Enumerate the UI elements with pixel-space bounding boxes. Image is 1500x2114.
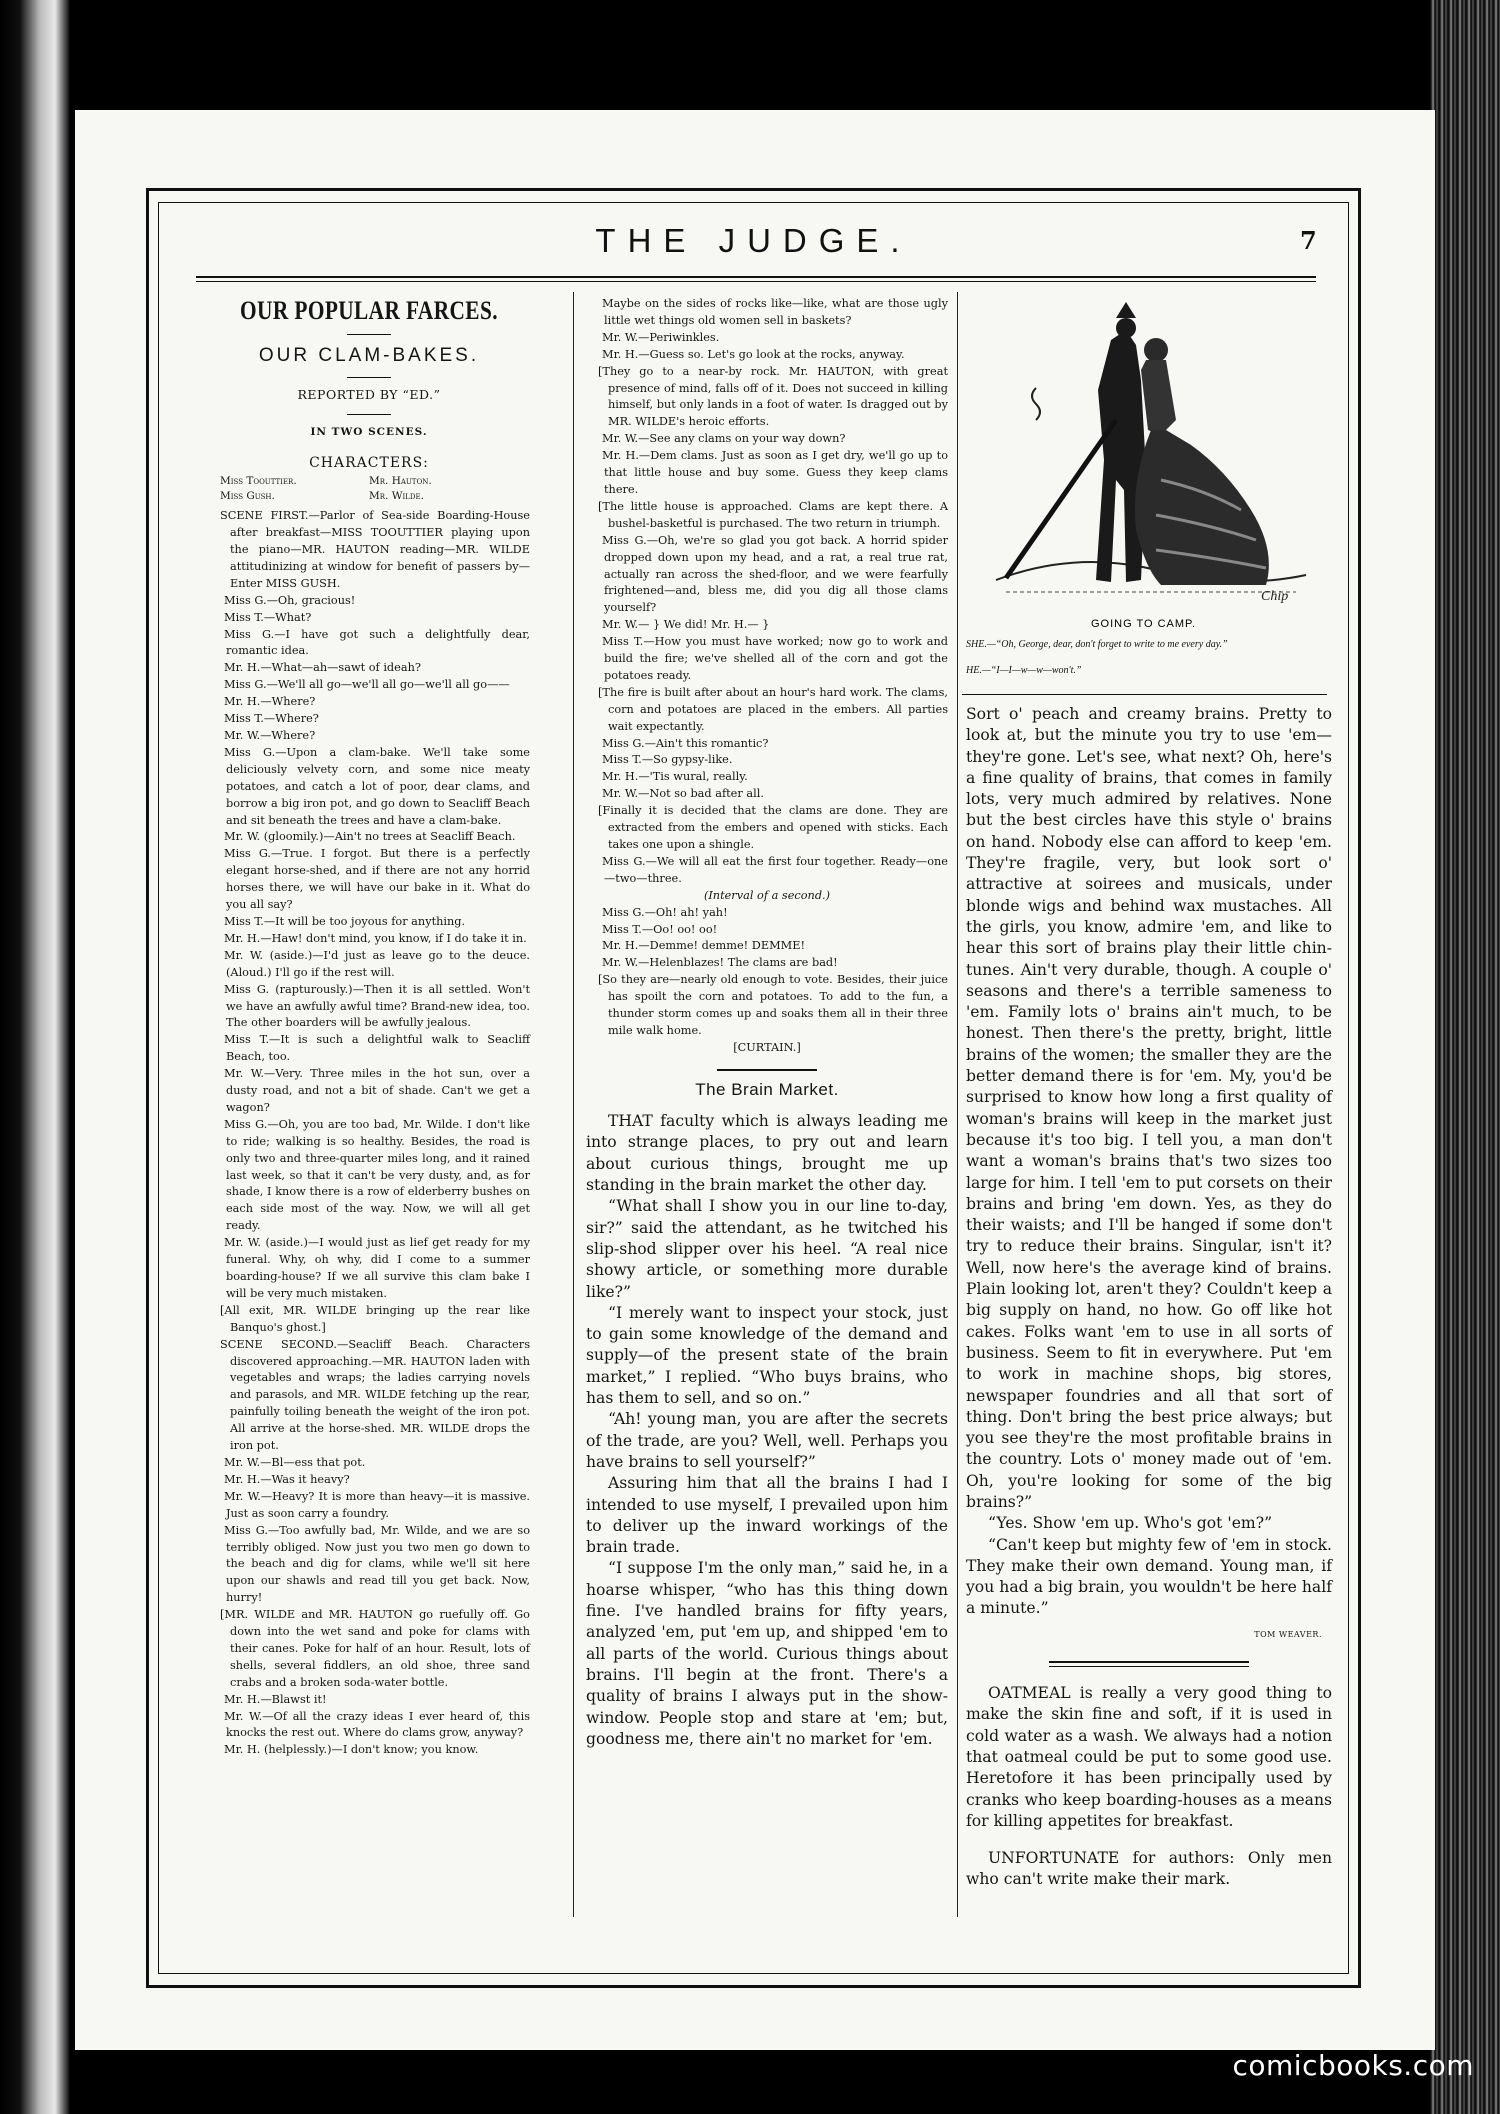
dialogue-line: Mr. W.—See any clams on your way down? bbox=[602, 432, 846, 446]
dialogue-line: Mr. W. (aside.)—I'd just as leave go to the deuce. (Aloud.) I'll go if the rest will. bbox=[224, 948, 530, 979]
brain-paragraph: “I merely want to inspect your stock, just to gain some knowledge of the demand and supply—of the present state of the brain market,” I replied. “Who buys brains, who has them to sell, and so on.” bbox=[586, 1303, 948, 1408]
character-name: Miss Gush. bbox=[220, 490, 275, 503]
character-name: Miss Toouttier. bbox=[220, 475, 297, 488]
brain-market-title: The Brain Market. bbox=[695, 1079, 839, 1099]
column-1 bbox=[208, 296, 530, 1759]
dialogue-line: Mr. H.—Blawst it! bbox=[224, 1692, 327, 1706]
divider-rule bbox=[717, 1069, 817, 1071]
dialogue-line: Miss G.—Oh, you are too bad, Mr. Wilde. I don't like to ride; walking is so healthy. Besides, the road is only two and three-quarter miles long, and it rained last week, so that it can't be very dusty, and, as for shade, I know there is a row of elderberry bushes on each side most of the way. Now, we will all get ready. bbox=[224, 1117, 530, 1233]
brain-paragraph: “Ah! young man, you are after the secrets of the trade, are you? Well, well. Perhaps you have brains to sell yourself?” bbox=[586, 1410, 948, 1471]
dialogue-line: Mr. H.—Was it heavy? bbox=[224, 1472, 350, 1486]
dialogue-line: [All exit, MR. WILDE bringing up the rear like Banquo's ghost.] bbox=[220, 1303, 530, 1334]
section-rule bbox=[962, 694, 1327, 695]
brain-paragraph: “Yes. Show 'em up. Who's got 'em?” bbox=[988, 1514, 1273, 1533]
dialogue-line: Mr. W. (aside.)—I would just as lief get ready for my funeral. Why, oh why, did I come to a summer boarding-house? If we all survive this clam bake I will be very much mistaken. bbox=[224, 1236, 530, 1300]
cartoon-she-line: SHE.—“Oh, George, dear, don't forget to write to me every day.” bbox=[966, 639, 1228, 650]
ornament-divider bbox=[1049, 1661, 1249, 1667]
dialogue-line: SCENE FIRST.—Parlor of Sea-side Boarding-House after breakfast—MISS TOOUTTIER playing upon the piano—MR. HAUTON reading—MR. WILDE attitudinizing at window for benefit of passers by—Enter MISS GUSH. bbox=[220, 509, 530, 590]
dialogue-line: Maybe on the sides of rocks like—like, what are those ugly little wet things old women sell in baskets? bbox=[602, 297, 948, 327]
character-name: Mr. Wilde. bbox=[369, 490, 424, 503]
dialogue-line: Miss G.—Too awfully bad, Mr. Wilde, and we are so terribly obliged. Now just you two men go down to the beach and dig for clams, while we'll sit here upon our shawls and read till you get back. Now, hurry! bbox=[224, 1523, 530, 1605]
column-rule-1 bbox=[573, 292, 574, 1917]
brain-market-author: TOM WEAVER. bbox=[1254, 1629, 1322, 1639]
character-name: Mr. Hauton. bbox=[369, 475, 432, 488]
dialogue-line: [Finally it is decided that the clams are done. They are extracted from the embers and opened with sticks. Each takes one upon a shingle. bbox=[598, 804, 948, 851]
divider bbox=[347, 414, 391, 415]
brain-paragraph: Assuring him that all the brains I had I intended to use myself, I prevailed upon him to deliver up the inward workings of the brain trade. bbox=[586, 1474, 948, 1557]
dialogue-line: Miss G.—True. I forgot. But there is a perfectly elegant horse-shed, and if there are not any horrid horses there, we will have our bake in it. What do you all say? bbox=[224, 847, 530, 912]
dialogue-line: Miss T.—So gypsy-like. bbox=[602, 753, 733, 767]
characters-list bbox=[208, 474, 530, 504]
dialogue-line: Mr. H.—Dem clams. Just as soon as I get dry, we'll go up to that little house and buy some. Guess they keep clams there. bbox=[602, 449, 948, 496]
dialogue-line: [So they are—nearly old enough to vote. Besides, their juice has spoilt the corn and potatoes. To add to the fun, a thunder storm comes up and soaks them all in their three mile walk home. bbox=[598, 973, 948, 1037]
dialogue-line: Miss G. (rapturously.)—Then it is all settled. Won't we have an awfully awful time? Brand-new idea, too. The other boarders will be awfully jealous. bbox=[224, 982, 530, 1030]
dialogue-line: Mr. H.—Demme! demme! DEMME! bbox=[602, 939, 806, 953]
dialogue-line: Miss G.—I have got such a delightfully dear, romantic idea. bbox=[224, 627, 530, 658]
dialogue-line: Miss T.—Oo! oo! oo! bbox=[602, 922, 718, 936]
masthead-title: THE JUDGE. bbox=[595, 222, 912, 259]
dialogue-line: Miss G.—Oh! ah! yah! bbox=[602, 905, 728, 919]
dialogue-line: Mr. W.—Helenblazes! The clams are bad! bbox=[602, 956, 838, 970]
farces-scenes: IN TWO SCENES. bbox=[310, 426, 428, 439]
dialogue-line: Miss T.—It is such a delightful walk to Seacliff Beach, too. bbox=[224, 1033, 530, 1064]
brain-paragraph: “Can't keep but mighty few of 'em in stock. They make their own demand. Young man, if you had a big brain, you wouldn't be here half a minute.” bbox=[966, 1535, 1332, 1618]
book-page-edges bbox=[1430, 0, 1500, 2114]
dialogue-line: Miss G.—Oh, we're so glad you got back. A horrid spider dropped down upon my head, and a rat, a real true rat, actually ran across the shed-floor, and we were fearfully frightened—and, bless me, did you dig all those clams yourself? bbox=[602, 533, 948, 615]
watermark: comicbooks.com bbox=[1232, 2049, 1474, 2082]
dialogue-line: Mr. W.—Very. Three miles in the hot sun, over a dusty road, and not a bit of shade. Can't we get a wagon? bbox=[224, 1067, 530, 1114]
dialogue-line: Mr. W.—Where? bbox=[224, 729, 316, 742]
dialogue-line: [MR. WILDE and MR. HAUTON go ruefully off. Go down into the wet sand and poke for clams with their canes. Poke for half of an hour. Result, lots of shells, several fiddlers, an old shoe, three sand crabs and a broken soda-water bottle. bbox=[220, 1608, 530, 1689]
artist-signature: Chip bbox=[1261, 589, 1289, 604]
column-2 bbox=[586, 296, 948, 1750]
brain-paragraph: “I suppose I'm the only man,” said he, in a hoarse whisper, “who has this thing down fine. I've handled brains for fifty years, analyzed 'em, put 'em up, and shipped 'em to all parts of the world. Curious things about brains. I'll begin at the front. There's a quality of brains I always put in the show-window. People stop and stare at 'em; but, goodness me, there ain't no market for 'em. bbox=[586, 1559, 948, 1748]
brain-paragraph: Sort o' peach and creamy brains. Pretty to look at, but the minute you try to use 'em—they're gone. Let's see, what next? Oh, here's a fine quality of brains, that comes in family lots, very much admired by relatives. None but the best circles have this style o' brains on hand. Nobody else can afford to keep 'em. They're fragile, very, but look sort o' attractive at soirees and musicals, under blonde wigs and behind wax mustaches. All the girls, you know, admire 'em, and like to hear this sort of brains play their little chin-tunes. Ain't very durable, though. A couple o' seasons and there's a terrible sameness to 'em. Family lots o' brains ain't much, to be honest. Then there's the pretty, bright, little brains of the women; the smaller they are the better demand there is for 'em. My, you'd be surprised to know how long a first quality of woman's brains will keep in the market just because it's too big. I tell you, a man don't want a woman's brains that's two sizes too large for him. I tell 'em to put corsets on their brains and bring 'em down. Yes, as they do their waists; and I'll be hanged if some don't try to reduce their brains. Singular, isn't it? Well, now here's the average kind of brains. Plain looking lot, aren't they? Couldn't keep a big supply on hand, no how. Go off like hot cakes. Folks want 'em to use in all sorts of business. Seem to fit in everywhere. Put 'em to work in machine shops, big stores, newspaper foundries and all that sort of thing. Don't bring the best price always; but you see they're the most profitable brains in the country. Lots o' money made out of 'em. Oh, you're looking for some of the big brains?” bbox=[966, 705, 1332, 1511]
dialogue-line: Miss G.—Upon a clam-bake. We'll take some deliciously velvety corn, and some nice meaty potatoes, and catch a lot of poor, dear clams, and borrow a big iron pot, and go down to Seacliff Beach and sit beneath the trees and have a clam-bake. bbox=[224, 745, 530, 827]
dialogue-line: Mr. W.—Not so bad after all. bbox=[602, 787, 764, 801]
brain-paragraph: THAT faculty which is always leading me into strange places, to pry out and learn about curious things, brought me up standing in the brain market the other day. bbox=[586, 1112, 948, 1195]
dialogue-line: Mr. W.—Bl—ess that pot. bbox=[224, 1455, 366, 1469]
dialogue-line: Miss G.—We'll all go—we'll all go—we'll all go—— bbox=[224, 678, 510, 692]
dialogue-line: Miss G.—Oh, gracious! bbox=[224, 593, 356, 607]
dialogue-line: Mr. W.—Of all the crazy ideas I ever heard of, this knocks the rest out. Where do clams grow, anyway? bbox=[224, 1709, 530, 1740]
characters-heading: CHARACTERS: bbox=[309, 454, 429, 471]
dialogue-line: Miss G.—Ain't this romantic? bbox=[602, 736, 769, 750]
dialogue-line: SCENE SECOND.—Seacliff Beach. Characters discovered approaching.—MR. HAUTON laden with vegetables and wraps; the ladies carrying novels and parasols, and MR. WILDE fetching up the rear, painfully toiling beneath the weight of the iron pot. All arrive at the horse-shed. MR. WILDE drops the iron pot. bbox=[220, 1337, 530, 1453]
masthead-rule-thin bbox=[196, 281, 1316, 282]
dialogue-line: Mr. H.—Where? bbox=[224, 695, 316, 709]
dialogue-line: [The little house is approached. Clams are kept there. A bushel-basketful is purchased. The two return in triumph. bbox=[598, 499, 948, 530]
oatmeal-paragraph: OATMEAL is really a very good thing to make the skin fine and soft, if it is used in cold water as a wash. We always had a notion that oatmeal could be put to some good use. Heretofore it has been principally used by cranks who keep boarding-houses as a means for killing appetites for breakfast. bbox=[966, 1684, 1332, 1830]
farce-dialogue bbox=[208, 508, 530, 1759]
farces-subtitle: OUR CLAM-BAKES. bbox=[258, 345, 480, 366]
brain-market-text-continued bbox=[966, 704, 1332, 1620]
dialogue-line: Miss T.—Where? bbox=[224, 712, 319, 726]
farces-byline: REPORTED BY “ED.” bbox=[297, 387, 441, 402]
cartoon-he-line: HE.—“I—I—w—w—won't.” bbox=[966, 665, 1082, 676]
masthead-rule bbox=[196, 276, 1316, 278]
dialogue-line: Miss G.—We will all eat the first four together. Ready—one—two—three. bbox=[602, 854, 948, 885]
brain-paragraph: “What shall I show you in our line to-day, sir?” said the attendant, as he twitched his slip-shod slipper over his heel. “A real nice showy article, or something more durable like?” bbox=[586, 1197, 948, 1301]
dialogue-line: Mr. H.—What—ah—sawt of ideah? bbox=[224, 661, 421, 675]
farce-dialogue-continued bbox=[586, 296, 948, 1057]
dialogue-line: Mr. W.—Heavy? It is more than heavy—it is massive. Just as soon carry a foundry. bbox=[224, 1489, 530, 1520]
dialogue-line: Mr. H. (helplessly.)—I don't know; you know. bbox=[224, 1743, 479, 1757]
dialogue-line: Mr. H.—'Tis wural, really. bbox=[602, 770, 748, 784]
unfortunate-paragraph: UNFORTUNATE for authors: Only men who can't write make their mark. bbox=[966, 1849, 1332, 1889]
going-to-camp-cartoon bbox=[976, 300, 1321, 615]
divider bbox=[347, 334, 391, 335]
divider bbox=[347, 377, 391, 378]
dialogue-line: Mr. W.—Periwinkles. bbox=[602, 330, 720, 344]
scan-left-edge bbox=[0, 0, 70, 2114]
dialogue-line: Mr. W. (gloomily.)—Ain't no trees at Seacliff Beach. bbox=[224, 830, 516, 844]
dialogue-line: Miss T.—What? bbox=[224, 610, 312, 624]
column-3 bbox=[966, 704, 1332, 1891]
cartoon-caption: GOING TO CAMP. bbox=[1090, 618, 1197, 630]
brain-market-text bbox=[586, 1111, 948, 1750]
farces-title: OUR POPULAR FARCES. bbox=[240, 296, 498, 325]
dialogue-line: [The fire is built after about an hour's hard work. The clams, corn and potatoes are placed in the embers. All parties wait expectantly. bbox=[598, 685, 948, 733]
dialogue-line: (Interval of a second.) bbox=[703, 888, 831, 902]
dialogue-line: Mr. H.—Guess so. Let's go look at the rocks, anyway. bbox=[602, 347, 905, 361]
dialogue-line: Miss T.—It will be too joyous for anything. bbox=[224, 914, 466, 928]
dialogue-line: Miss T.—How you must have worked; now go to work and build the fire; we've shelled all of the corn and got the potatoes ready. bbox=[602, 635, 948, 682]
column-rule-2 bbox=[957, 292, 958, 1917]
page-number: 7 bbox=[1300, 226, 1317, 255]
dialogue-line: [CURTAIN.] bbox=[733, 1040, 801, 1054]
dialogue-line: [They go to a near-by rock. Mr. HAUTON, with great presence of mind, falls off of it. Does not succeed in killing himself, but only lands in a foot of water. Is dragged out by MR. WILDE's heroic efforts. bbox=[598, 364, 948, 429]
dialogue-line: Mr. W.— } We did! Mr. H.— } bbox=[602, 618, 770, 632]
dialogue-line: Mr. H.—Haw! don't mind, you know, if I do take it in. bbox=[224, 931, 527, 945]
